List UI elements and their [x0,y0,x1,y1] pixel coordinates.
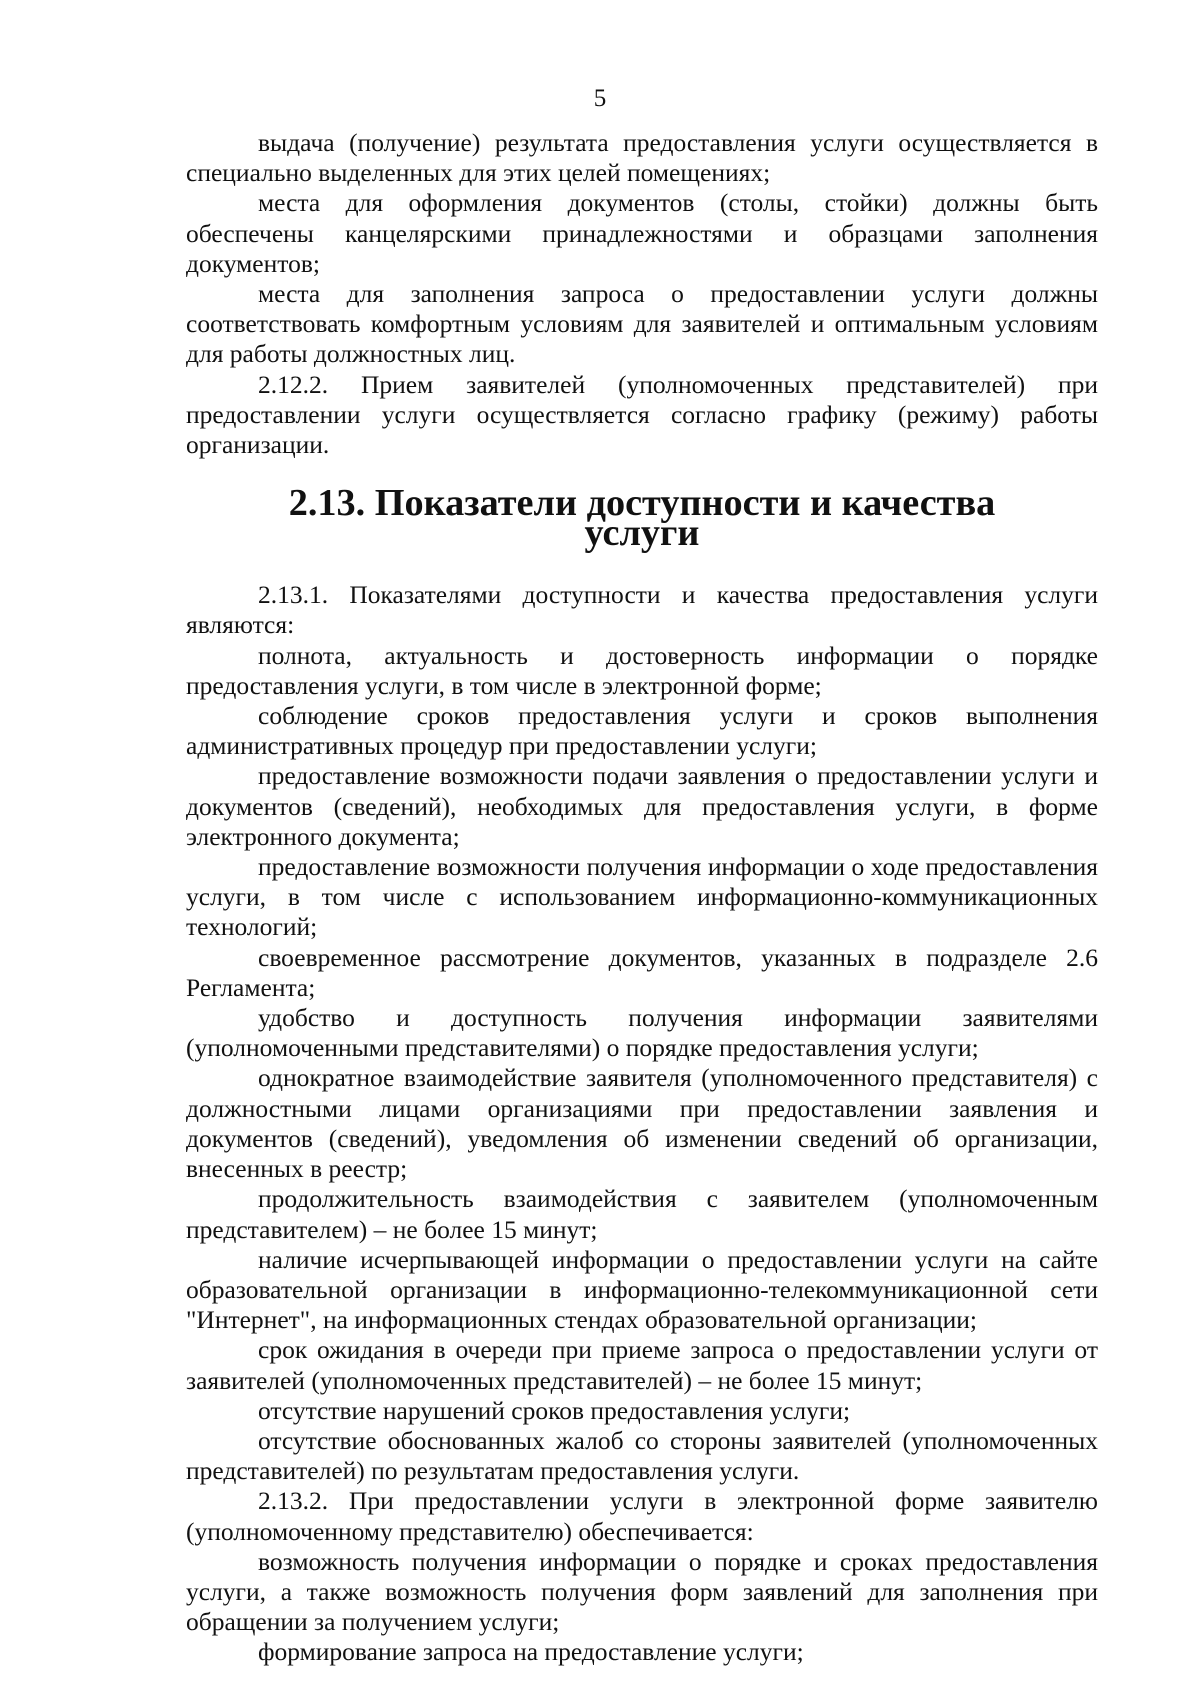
paragraph: 2.13.1. Показателями доступности и качества предоставления услуги являются: [186,580,1098,640]
paragraphs-bottom [186,580,1098,1667]
paragraph: выдача (получение) результата предоставления услуги осуществляется в специально выделенных для этих целей помещениях; [186,128,1098,188]
paragraph: срок ожидания в очереди при приеме запроса о предоставлении услуги от заявителей (уполномоченных представителей) – не более 15 минут; [186,1335,1098,1395]
paragraph: однократное взаимодействие заявителя (уполномоченного представителя) с должностными лицами организациями при предоставлении заявления и документов (сведений), уведомления об изменении сведений об организации, внесенных в реестр; [186,1063,1098,1184]
paragraph: места для оформления документов (столы, стойки) должны быть обеспечены канцелярскими принадлежностями и образцами заполнения документов; [186,188,1098,278]
page-number: 5 [593,85,607,112]
paragraph: полнота, актуальность и достоверность информации о порядке предоставления услуги, в том числе в электронной форме; [186,640,1098,700]
paragraph: отсутствие обоснованных жалоб со стороны заявителей (уполномоченных представителей) по результатам предоставления услуги. [186,1425,1098,1486]
paragraph: соблюдение сроков предоставления услуги и сроков выполнения административных процедур при предоставлении услуги; [186,701,1098,761]
paragraph: предоставление возможности подачи заявления о предоставлении услуги и документов (сведений), необходимых для предоставления услуги, в форме электронного документа; [186,761,1098,851]
paragraph: наличие исчерпывающей информации о предоставлении услуги на сайте образовательной организации в информационно-телекоммуникационной сети "Интернет", на информационных стендах образовательной организации; [186,1244,1098,1335]
section-heading [186,482,1098,555]
paragraph: своевременное рассмотрение документов, указанных в подразделе 2.6 Регламента; [186,942,1098,1002]
paragraph: удобство и доступность получения информации заявителями (уполномоченными представителями) о порядке предоставления услуги; [186,1003,1098,1063]
section-heading-line-2: услуги [584,512,700,555]
paragraph: продолжительность взаимодействия с заявителем (уполномоченным представителем) – не более 15 минут; [186,1184,1098,1244]
paragraph: 2.13.2. При предоставлении услуги в электронной форме заявителю (уполномоченному представителю) обеспечивается: [186,1486,1098,1546]
paragraph: 2.12.2. Прием заявителей (уполномоченных представителей) при предоставлении услуги осуществляется согласно графику (режиму) работы организации. [186,369,1098,460]
paragraph: формирование запроса на предоставление услуги; [258,1637,804,1667]
paragraph: места для заполнения запроса о предоставлении услуги должны соответствовать комфортным условиям для заявителей и оптимальным условиям для работы должностных лиц. [186,279,1098,369]
paragraph: предоставление возможности получения информации о ходе предоставления услуги, в том числе с использованием информационно-коммуникационных технологий; [186,852,1098,942]
paragraph: возможность получения информации о порядке и сроках предоставления услуги, а также возможность получения форм заявлений для заполнения при обращении за получением услуги; [186,1546,1098,1637]
paragraph: отсутствие нарушений сроков предоставления услуги; [258,1395,851,1425]
paragraphs-top [186,128,1098,460]
section-heading-line-1: 2.13. Показатели доступности и качества [288,482,996,525]
document-body [186,128,1098,1668]
